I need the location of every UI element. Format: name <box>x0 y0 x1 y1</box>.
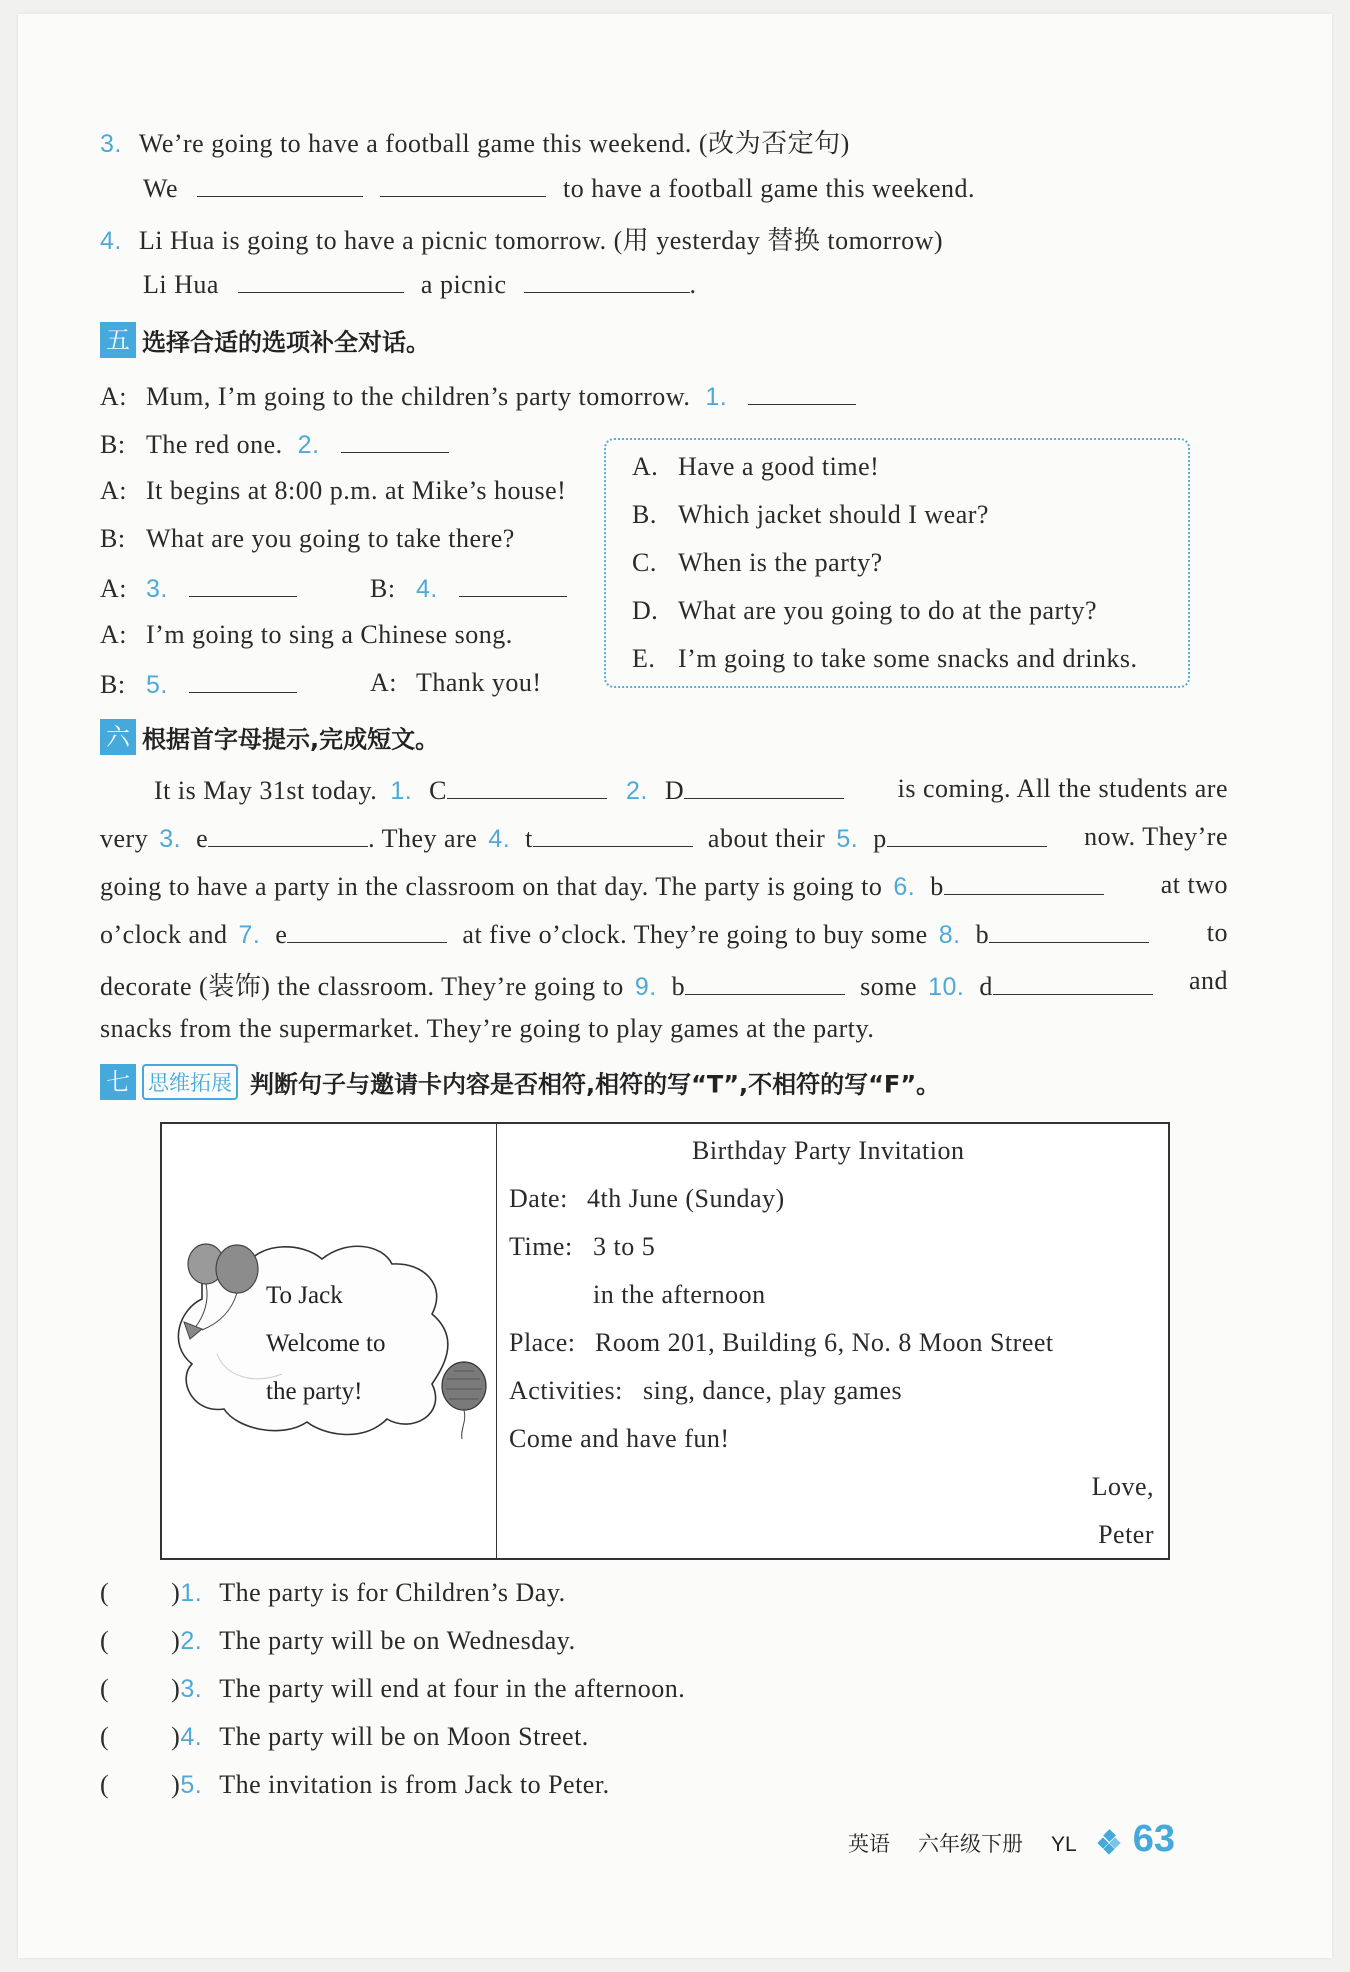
blank-number: 1. <box>705 383 728 411</box>
activities-value: sing, dance, play games <box>643 1376 903 1405</box>
answer-blank[interactable] <box>989 918 1149 943</box>
blank-number: 8. <box>938 921 961 949</box>
statement-text: The party will end at four in the afternoon. <box>219 1674 686 1703</box>
speaker: B: <box>100 670 126 699</box>
answer-paren[interactable]: ( <box>100 1578 110 1607</box>
dialogue-line <box>100 428 449 460</box>
date-label: Date: <box>509 1184 568 1213</box>
passage-text: at five o’clock. They’re going to buy some <box>462 920 928 949</box>
speaker: A: <box>100 476 127 505</box>
dialogue-line <box>370 572 567 604</box>
blank-number: 4. <box>488 825 511 853</box>
diamond-icon <box>1097 1829 1123 1855</box>
cloud-text-party: the party! <box>266 1378 363 1405</box>
passage-line-5 <box>100 966 1228 1003</box>
statement-row: ( )1. The party is for Children’s Day. <box>100 1578 566 1607</box>
thinking-tag: 思维拓展 <box>142 1064 238 1100</box>
statement-number: 4. <box>180 1723 203 1751</box>
statement-number: 5. <box>180 1771 203 1799</box>
dialogue-line <box>100 380 856 412</box>
speaker: A: <box>100 574 127 603</box>
answer-blank[interactable] <box>189 668 297 693</box>
passage-line-4 <box>100 918 1228 950</box>
invitation-heading: Birthday Party Invitation <box>692 1136 965 1165</box>
section-5-header <box>100 322 430 358</box>
blank-number: 5. <box>836 825 859 853</box>
question-text: We’re going to have a football game this weekend. (改为否定句) <box>138 129 850 158</box>
date-row <box>509 1184 785 1214</box>
answer-blank[interactable] <box>944 870 1104 895</box>
speaker: A: <box>370 668 397 697</box>
place-value: Room 201, Building 6, No. 8 Moon Street <box>595 1328 1054 1357</box>
statement-row: ( )5. The invitation is from Jack to Peter. <box>100 1770 610 1799</box>
passage-text: snacks from the supermarket. They’re going to play games at the party. <box>100 1014 875 1043</box>
page-number: 63 <box>1132 1818 1175 1860</box>
dialogue-text: Thank you! <box>416 668 542 697</box>
speaker: A: <box>100 382 127 411</box>
statement-text: The party will be on Moon Street. <box>219 1722 589 1751</box>
question-number: 3. <box>100 130 122 158</box>
first-letter: b <box>671 972 686 1001</box>
first-letter: b <box>930 872 944 901</box>
answer-middle: a picnic <box>420 270 507 299</box>
speaker: A: <box>100 620 127 649</box>
time-value: 3 to 5 <box>593 1232 656 1261</box>
statement-row: ( )4. The party will be on Moon Street. <box>100 1722 589 1751</box>
blank-number: 9. <box>634 973 657 1001</box>
question-3 <box>100 123 850 160</box>
activities-row <box>509 1376 902 1406</box>
option-text: What are you going to do at the party? <box>678 596 1097 625</box>
statement-number: 3. <box>180 1675 203 1703</box>
passage-text: some <box>860 972 918 1001</box>
first-letter: C <box>429 776 448 805</box>
footer-edition: YL <box>1051 1833 1077 1856</box>
balloon-cloud-illustration <box>162 1124 496 1558</box>
passage-text: o’clock and <box>100 920 228 949</box>
answer-blank[interactable] <box>684 774 844 799</box>
passage-text: is coming. All the students are <box>897 774 1228 803</box>
section-badge: 五 <box>100 322 136 358</box>
time-row-2: in the afternoon <box>593 1280 766 1309</box>
statement-text: The invitation is from Jack to Peter. <box>219 1770 610 1799</box>
passage-line-2 <box>100 822 1228 854</box>
answer-blank[interactable] <box>238 268 404 293</box>
signoff-love: Love, <box>1091 1472 1154 1501</box>
blank-number: 3. <box>146 575 168 603</box>
first-letter: d <box>979 972 993 1001</box>
passage-text: at two <box>1160 870 1228 899</box>
section-badge: 六 <box>100 719 136 755</box>
answer-blank[interactable] <box>748 380 856 405</box>
option-text: Have a good time! <box>678 452 880 481</box>
option-text: I’m going to take some snacks and drinks. <box>678 644 1138 673</box>
answer-blank[interactable] <box>887 822 1047 847</box>
section-title: 选择合适的选项补全对话。 <box>142 328 430 357</box>
passage-line-3 <box>100 870 1228 902</box>
answer-blank[interactable] <box>533 822 693 847</box>
option-c <box>632 548 883 578</box>
passage-line-6 <box>100 1014 874 1044</box>
answer-blank[interactable] <box>459 572 567 597</box>
section-7-header <box>100 1064 940 1100</box>
statement-text: The party will be on Wednesday. <box>219 1626 576 1655</box>
blank-number: 1. <box>390 777 413 805</box>
question-4 <box>100 220 943 257</box>
option-letter: C. <box>632 548 657 577</box>
answer-paren[interactable]: ( <box>100 1770 110 1799</box>
answer-line-3 <box>143 172 975 204</box>
dialogue-text: Mum, I’m going to the children’s party tomorrow. <box>146 382 691 411</box>
section-title: 判断句子与邀请卡内容是否相符,相符的写“T”,不相符的写“F”。 <box>250 1070 941 1099</box>
first-letter: e <box>275 920 288 949</box>
option-b <box>632 500 989 530</box>
blank-number: 6. <box>893 873 916 901</box>
speaker: B: <box>370 574 396 603</box>
statement-text: The party is for Children’s Day. <box>219 1578 566 1607</box>
option-letter: B. <box>632 500 657 529</box>
footer-subject: 英语 <box>848 1832 890 1856</box>
passage-text: very <box>100 824 149 853</box>
answer-suffix: to have a football game this weekend. <box>563 174 975 203</box>
answer-blank[interactable] <box>208 822 368 847</box>
passage-text: to <box>1206 918 1228 947</box>
first-letter: p <box>873 824 887 853</box>
statement-number: 2. <box>180 1627 203 1655</box>
place-label: Place: <box>509 1328 576 1357</box>
option-e <box>632 644 1138 674</box>
time-label: Time: <box>509 1232 573 1261</box>
first-letter: t <box>525 824 533 853</box>
cloud-text-welcome: Welcome to <box>266 1330 386 1357</box>
section-6-header <box>100 719 439 755</box>
answer-blank[interactable] <box>380 172 546 197</box>
page-footer <box>848 1818 1175 1861</box>
time-row <box>509 1232 655 1262</box>
statement-row: ( )2. The party will be on Wednesday. <box>100 1626 576 1655</box>
first-letter: D <box>664 776 685 805</box>
passage-text: and <box>1188 966 1228 995</box>
option-d <box>632 596 1097 626</box>
dialogue-line <box>100 668 297 700</box>
answer-period: . <box>689 270 697 299</box>
dialogue-line <box>100 524 515 554</box>
option-letter: A. <box>632 452 659 481</box>
signoff-name: Peter <box>1098 1520 1154 1549</box>
card-cover <box>162 1124 497 1558</box>
activities-label: Activities: <box>509 1376 623 1405</box>
invitation-card <box>160 1122 1170 1560</box>
answer-blank[interactable] <box>447 774 607 799</box>
option-text: Which jacket should I wear? <box>678 500 989 529</box>
blank-number: 2. <box>297 431 320 459</box>
option-a <box>632 452 879 482</box>
speaker: B: <box>100 430 126 459</box>
section-title: 根据首字母提示,完成短文。 <box>142 725 440 754</box>
answer-blank[interactable] <box>341 428 449 453</box>
closing-line: Come and have fun! <box>509 1424 730 1453</box>
dialogue-text: The red one. <box>146 430 283 459</box>
answer-blank[interactable] <box>524 268 690 293</box>
date-value: 4th June (Sunday) <box>587 1184 785 1213</box>
passage-text: It is May 31st today. <box>154 776 378 805</box>
passage-line-1 <box>100 774 1228 806</box>
dialogue-text: I’m going to sing a Chinese song. <box>146 620 513 649</box>
first-letter: b <box>975 920 990 949</box>
dialogue-text: What are you going to take there? <box>146 524 515 553</box>
cloud-text-to: To Jack <box>266 1282 343 1309</box>
answer-blank[interactable] <box>189 572 297 597</box>
answer-blank[interactable] <box>287 918 447 943</box>
passage-text: now. They’re <box>1084 822 1228 851</box>
blank-number: 7. <box>238 921 261 949</box>
dialogue-text: It begins at 8:00 p.m. at Mike’s house! <box>146 476 567 505</box>
section-badge: 七 <box>100 1064 136 1100</box>
dialogue-line <box>370 668 542 698</box>
answer-line-4 <box>143 268 697 300</box>
answer-blank[interactable] <box>993 970 1153 995</box>
blank-number: 5. <box>146 671 168 699</box>
question-number: 4. <box>100 227 122 255</box>
passage-text: . They are <box>368 824 478 853</box>
passage-text: going to have a party in the classroom on that day. The party is going to <box>100 872 883 901</box>
answer-paren[interactable]: ( <box>100 1722 110 1751</box>
option-text: When is the party? <box>678 548 883 577</box>
dialogue-line <box>100 572 297 604</box>
dialogue-line <box>100 476 566 506</box>
first-letter: e <box>196 824 209 853</box>
answer-prefix: We <box>143 174 178 203</box>
statement-row: ( )3. The party will end at four in the afternoon. <box>100 1674 686 1703</box>
blank-number: 4. <box>416 575 438 603</box>
passage-text: decorate (装饰) the classroom. They’re going to <box>100 972 624 1001</box>
passage-text: about their <box>707 824 826 853</box>
question-text: Li Hua is going to have a picnic tomorrow. (用 yesterday 替换 tomorrow) <box>138 226 944 255</box>
footer-grade: 六年级下册 <box>918 1832 1023 1856</box>
blank-number: 3. <box>159 825 182 853</box>
answer-blank[interactable] <box>197 172 363 197</box>
answer-paren[interactable]: ( <box>100 1674 110 1703</box>
option-letter: D. <box>632 596 659 625</box>
blank-number: 10. <box>928 973 965 1001</box>
answer-blank[interactable] <box>685 970 845 995</box>
answer-paren[interactable]: ( <box>100 1626 110 1655</box>
dialogue-line <box>100 620 513 650</box>
option-letter: E. <box>632 644 656 673</box>
place-row <box>509 1328 1054 1358</box>
speaker: B: <box>100 524 126 553</box>
blank-number: 2. <box>626 777 648 805</box>
answer-prefix: Li Hua <box>143 270 219 299</box>
statement-number: 1. <box>180 1579 203 1607</box>
